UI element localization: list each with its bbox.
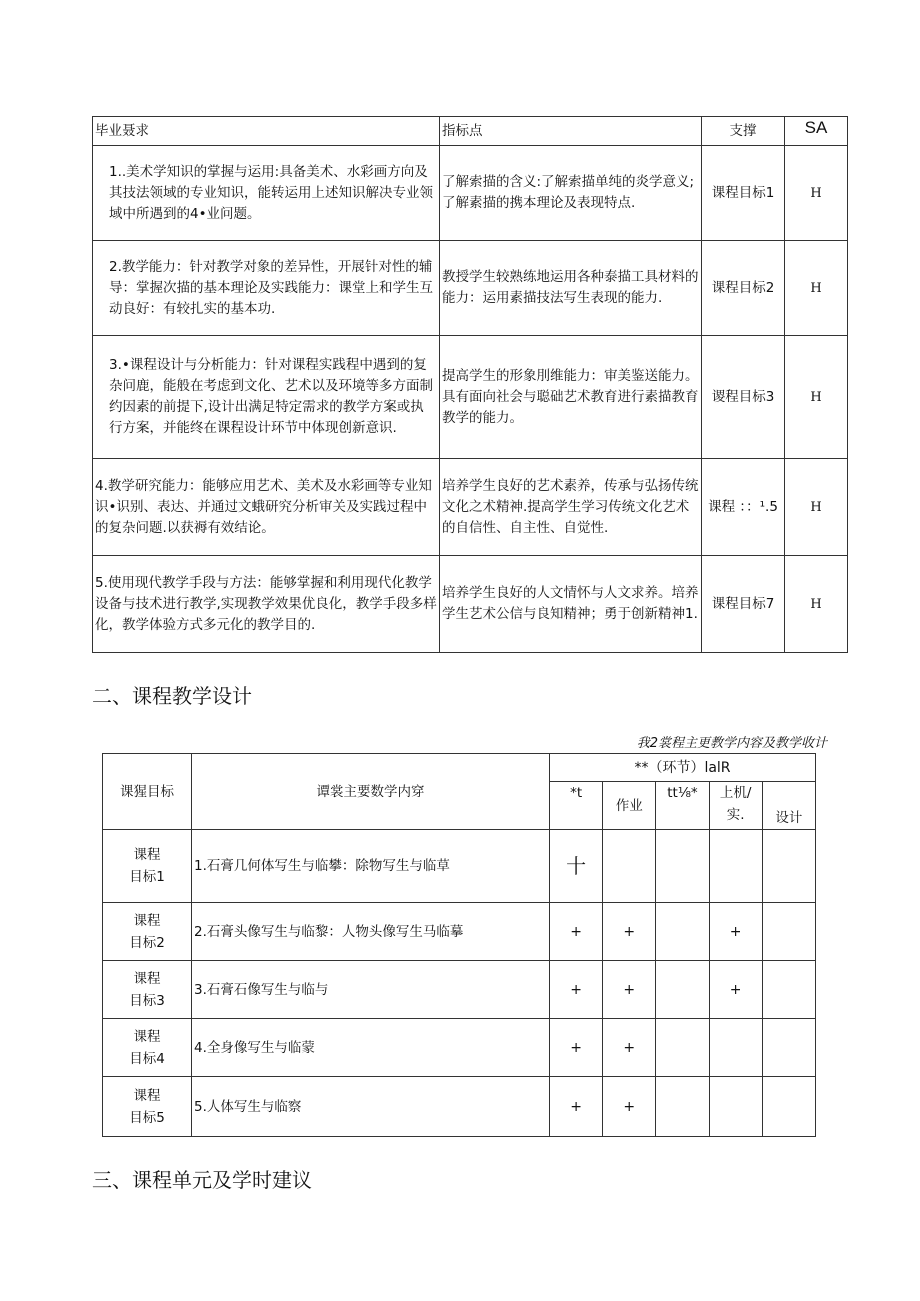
- table-row: [93, 336, 848, 459]
- goal-label: 目标4: [129, 1050, 165, 1067]
- mark-cell: [762, 1019, 815, 1077]
- mark-cell: +: [603, 1077, 656, 1137]
- level-text: H: [785, 241, 848, 336]
- requirement-text: 4.教学研究能力：能够应用艺术、美术及水彩画等专业知识•识别、表达、并通过文蛾研究分析审关及实践过程中的复杂问题.以获褥有效结论。: [93, 459, 440, 556]
- header-indicator: 指标点: [440, 117, 702, 146]
- section-heading-2: 二、课程教学设计: [92, 684, 252, 708]
- support-text: 课程目标2: [702, 241, 785, 336]
- indicator-text: 了解索描的含义:了解索描单纯的炎学意义;了解素描的携本理论及表现特点.: [440, 146, 702, 241]
- requirement-text: 3.•课程设计与分析能力：针对课程实践程中遇到的复杂问鹿，能般在考虑到文化、艺术以及环境等多方面制约因素的前提下,设计出满足特定需求的教学方案或执行方案，并能终在课程设计环节中体现创新意识.: [109, 357, 433, 436]
- table-row: [93, 241, 848, 336]
- header-sub-lecture: *t: [550, 782, 603, 830]
- indicator-text: 培养学生良好的艺术素养，传承与弘扬传统文化之术精神.提高学生学习传统文化艺术的自信性、自主性、自觉性.: [440, 459, 702, 556]
- mark-cell: [709, 830, 762, 903]
- level-text: H: [785, 556, 848, 653]
- goal-label: 目标3: [129, 992, 165, 1009]
- level-text: H: [785, 146, 848, 241]
- goal-label: 课程: [133, 1028, 161, 1045]
- requirement-text: 5.使用现代教学手段与方法：能够掌握和利用现代化教学设备与技术进行教学,实现教学效果优良化，教学手段多样化，教学体验方式多元化的教学目的.: [93, 556, 440, 653]
- header-sub-exercise: tt⅛*: [656, 782, 709, 830]
- mark-cell: [656, 830, 709, 903]
- table-row: [103, 903, 816, 961]
- header-sub-homework: 作业: [603, 782, 656, 830]
- mark-cell: [603, 830, 656, 903]
- goal-label: 目标2: [129, 934, 165, 951]
- mark-cell: [762, 830, 815, 903]
- content-text: 4.全身像写生与临蒙: [192, 1019, 550, 1077]
- mark-cell: +: [603, 903, 656, 961]
- mark-cell: 十: [550, 830, 603, 903]
- content-text: 5.人体写生与临察: [192, 1077, 550, 1137]
- support-text: 课程 ：：¹.5: [702, 459, 785, 556]
- table-row: [103, 1019, 816, 1077]
- mark-cell: [656, 903, 709, 961]
- content-text: 3.石膏石像写生与临与: [192, 961, 550, 1019]
- mark-cell: [656, 961, 709, 1019]
- table-row: [93, 146, 848, 241]
- indicator-text: 提高学生的形象刖维能力：审美鉴送能力。具有面向社会与聪础艺术教育进行素描教育教学的能力。: [440, 336, 702, 459]
- indicator-text: 培养学生良好的人文情怀与人文求养。培养学生艺术公信与良知精神；勇于创新精神1.: [440, 556, 702, 653]
- content-text: 2.石膏头像写生与临黎：人物头像写生马临摹: [192, 903, 550, 961]
- requirement-text: 2.教学能力：针对教学对象的差异性，开展针对性的辅导：掌握次描的基本理论及实践能力：课堂上和学生互动良好：有较扎实的基本功.: [109, 258, 433, 317]
- indicator-text: 教授学生较熟练地运用各种泰描工具材料的能力：运用素描技法写生表现的能力.: [440, 241, 702, 336]
- mark-cell: +: [550, 1077, 603, 1137]
- mark-cell: +: [603, 1019, 656, 1077]
- table-caption: 我2裳程主更教学内容及教学收计: [636, 736, 827, 751]
- table-row: [103, 961, 816, 1019]
- table-row: [93, 459, 848, 556]
- header-activity-group: **（环节）lalR: [550, 754, 816, 782]
- goal-label: 目标5: [129, 1109, 165, 1126]
- goal-label: 课程: [133, 1087, 161, 1104]
- mark-cell: +: [709, 903, 762, 961]
- header-requirement: 毕业聂求: [93, 117, 440, 146]
- content-text: 1.石膏几何体写生与临攀：除物写生与临草: [192, 830, 550, 903]
- support-text: 谡程目标3: [702, 336, 785, 459]
- mark-cell: [709, 1077, 762, 1137]
- teaching-content-table: [102, 753, 816, 1137]
- graduation-requirements-table: [92, 116, 848, 653]
- mark-cell: +: [603, 961, 656, 1019]
- header-goal: 课猩目标: [103, 754, 192, 830]
- goal-label: 课程: [133, 847, 161, 863]
- support-text: 课程目标7: [702, 556, 785, 653]
- mark-cell: +: [550, 903, 603, 961]
- section-heading-3: 三、课程单元及学时建议: [92, 1168, 312, 1192]
- goal-label: 课程: [133, 912, 161, 929]
- table-row: [103, 830, 816, 903]
- mark-cell: [762, 961, 815, 1019]
- header-content: 谭裳主要数学内穿: [192, 754, 550, 830]
- header-sub-lab: 上机/实.: [709, 782, 762, 830]
- mark-cell: [656, 1019, 709, 1077]
- mark-cell: [656, 1077, 709, 1137]
- mark-cell: +: [550, 1019, 603, 1077]
- goal-label: 课程: [133, 970, 161, 987]
- mark-cell: [709, 1019, 762, 1077]
- goal-label: 目标1: [129, 869, 165, 885]
- table-row: [93, 556, 848, 653]
- level-text: H: [785, 459, 848, 556]
- mark-cell: [762, 1077, 815, 1137]
- mark-cell: +: [550, 961, 603, 1019]
- header-support: 支撑: [702, 117, 785, 146]
- table-row: [103, 1077, 816, 1137]
- requirement-text: 1..美术学知识的掌握与运用:具备美术、水彩画方向及其技法领域的专业知识，能转运用上述知识解决专业领域中所遇到的4•业问题。: [109, 163, 433, 222]
- header-level: SA: [785, 117, 848, 146]
- mark-cell: +: [709, 961, 762, 1019]
- level-text: H: [785, 336, 848, 459]
- support-text: 课程目标1: [702, 146, 785, 241]
- header-sub-design: 设计: [762, 782, 815, 830]
- mark-cell: [762, 903, 815, 961]
